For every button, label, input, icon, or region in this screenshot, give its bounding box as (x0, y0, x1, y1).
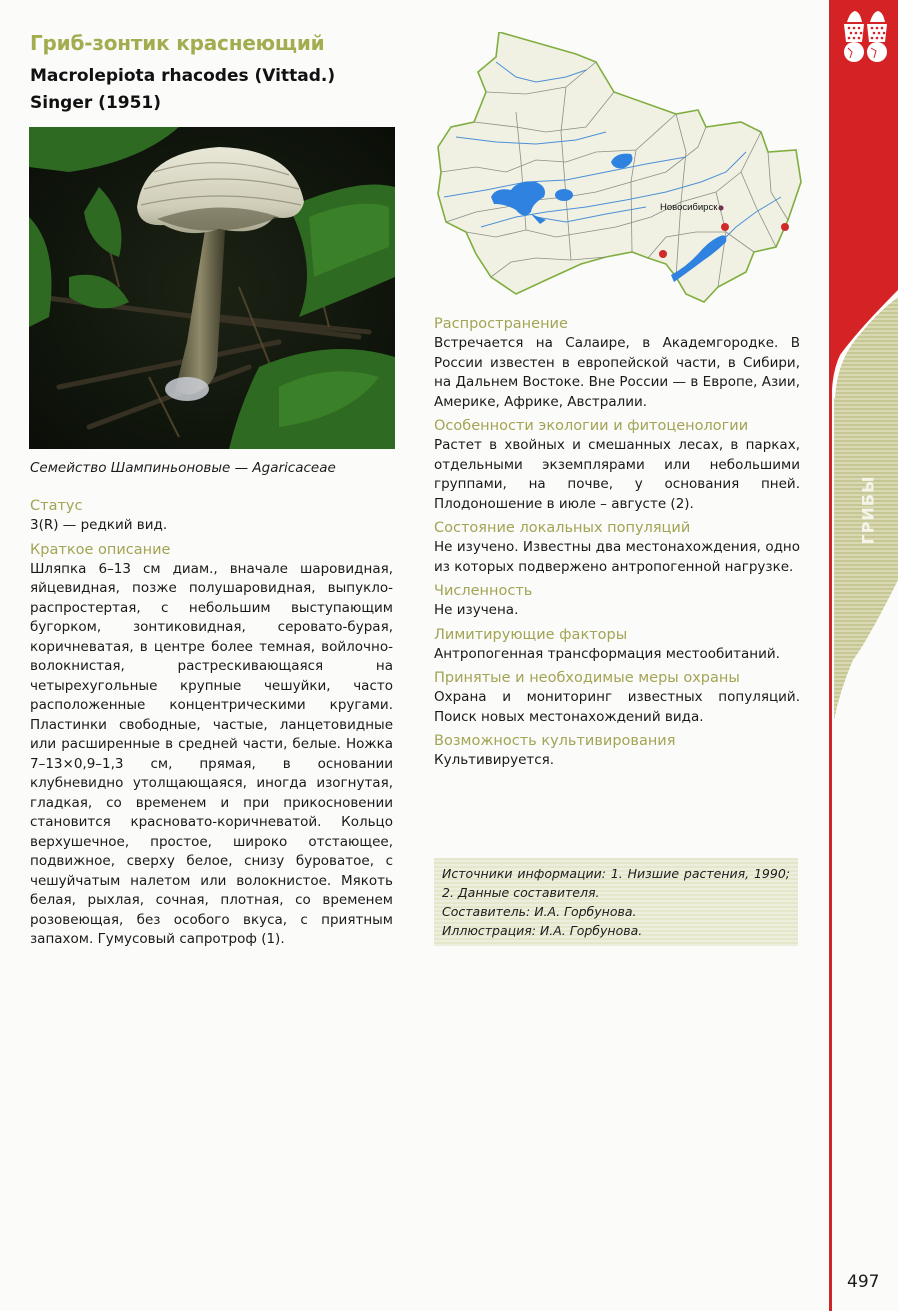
photo-caption: Семейство Шампиньоновые — Agaricaceae (30, 460, 336, 476)
section-heading: Особенности экологии и фитоценологии (434, 418, 749, 434)
illustration-credit: Иллюстрация: И.А. Горбунова. (442, 923, 643, 938)
section-body: Растет в хвойных и смешанных лесах, в парках, отдельными экземплярами или небольшими группами, на почве, у основания пней. Плодоношение в июле – августе (2). (434, 437, 800, 512)
latin-name-line-1: Macrolepiota rhacodes (Vittad.) (30, 66, 336, 86)
section-abundance (434, 581, 800, 621)
mushrooms-icon (838, 8, 894, 68)
section-cultivation (434, 731, 800, 771)
sources-info: Источники информации: 1. Низшие растения, 1990; 2. Данные составителя. (442, 866, 790, 900)
section-body: Не изучена. (434, 602, 519, 618)
section-label-vertical (848, 475, 888, 545)
section-heading: Возможность культивирования (434, 733, 676, 749)
sources-box (434, 858, 798, 946)
section-ecology (434, 416, 800, 514)
section-body: Культивируется. (434, 752, 555, 768)
section-local-populations (434, 518, 800, 577)
distribution-map (436, 32, 808, 304)
page-number: 497 (847, 1272, 880, 1292)
section-heading: Численность (434, 583, 533, 599)
occurrence-point (659, 250, 667, 258)
map-city-label: Новосибирск (660, 202, 718, 213)
section-heading: Лимитирующие факторы (434, 626, 628, 643)
city-marker (719, 206, 723, 210)
section-body: 3(R) — редкий вид. (30, 517, 168, 533)
occurrence-point (781, 223, 789, 231)
section-label-text: ГРИБЫ (858, 475, 878, 545)
section-heading: Распространение (434, 316, 568, 332)
section-limiting-factors (434, 625, 800, 665)
section-heading: Статус (30, 498, 83, 514)
section-protection-measures (434, 668, 800, 727)
section-body: Встречается на Салаире, в Академгородке. В России известен в европейской части, в Сибири, на Дальнем Востоке. Вне России — в Европе, Азии, Америке, Африке, Австралии. (434, 335, 800, 410)
occurrence-point (721, 223, 729, 231)
section-status (30, 496, 393, 536)
section-heading: Состояние локальных популяций (434, 520, 691, 536)
species-title-latin (30, 63, 420, 117)
section-body: Не изучено. Известны два местонахождения, одно из которых подвержено антропогенной нагрузке. (434, 539, 800, 575)
section-body: Охрана и мониторинг известных популяций. Поиск новых местонахождений вида. (434, 689, 800, 725)
section-heading: Принятые и необходимые меры охраны (434, 670, 740, 686)
section-heading: Краткое описание (30, 541, 171, 558)
species-title-russian: Гриб-зонтик краснеющий (30, 31, 325, 55)
section-body: Антропогенная трансформация местообитаний. (434, 645, 780, 662)
compiler-credit: Составитель: И.А. Горбунова. (442, 904, 637, 919)
latin-name-line-2: Singer (1951) (30, 93, 162, 113)
section-distribution (434, 314, 800, 412)
section-description (30, 540, 393, 950)
left-column (30, 492, 393, 952)
section-body: Шляпка 6–13 см диам., вначале шаровидная, яйцевидная, позже полушаровидная, выпукло-распростертая, с небольшим выступающим бугорком, зонтиковидная, серовато-бурая, коричневатая, в центре более темная, войлочно-волокнистая, растрескивающаяся на четырехугольные крупные чешуйки, часто расположенные концентрическими кругами. Пластинки свободные, частые, ланцетовидные или расширенные в средней части, белые. Ножка 7–13×0,9–1,3 см, прямая, в основании клубневидно утолщающаяся, иногда изогнутая, гладкая, со временем и при прикосновении становится красновато-коричневатой. Кольцо верхушечное, простое, широко отстающее, подвижное, сверху белое, снизу буроватое, с чешуйчатым налетом или волокнистое. Мякоть белая, рыхлая, сочная, плотная, со временем розовеющая, без особого вкуса, с приятным запахом. Гумусовый сапротроф (1). (30, 560, 393, 947)
section-side-band (828, 0, 898, 1311)
mushroom-photo (29, 127, 395, 449)
right-column (434, 310, 800, 773)
